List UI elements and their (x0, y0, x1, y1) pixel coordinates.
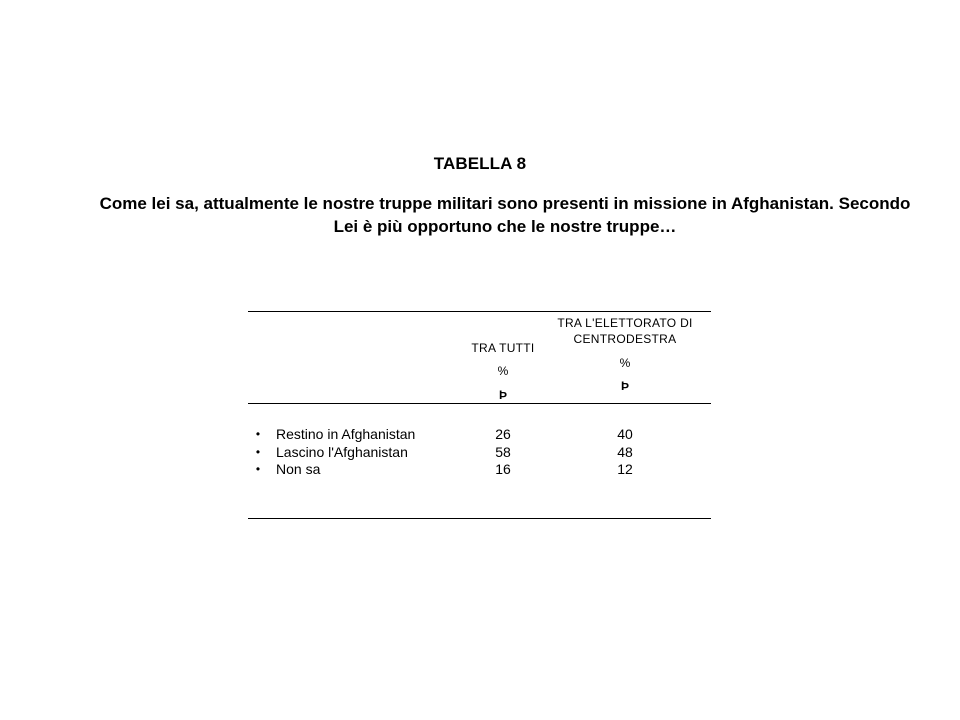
table-title: TABELLA 8 (433, 154, 527, 173)
table-header-rule (248, 403, 711, 404)
column-header-tra-tutti: TRA TUTTI (471, 341, 535, 355)
column-unit-centrodestra: % (619, 356, 631, 370)
row-value-tra-tutti: 16 (495, 461, 511, 477)
row-value-tra-tutti: 26 (495, 426, 511, 442)
column-header-centrodestra: TRA L'ELETTORATO DI CENTRODESTRA (557, 316, 693, 346)
down-arrow-icon: Þ (620, 379, 629, 393)
table-row (248, 460, 711, 478)
bullet-icon: • (255, 462, 261, 476)
row-value-centrodestra: 48 (617, 444, 633, 460)
row-value-tra-tutti: 58 (495, 444, 511, 460)
down-arrow-icon: Þ (498, 388, 507, 402)
row-label: Lascino l'Afghanistan (276, 444, 408, 460)
question-text (0, 192, 960, 238)
bullet-icon: • (255, 445, 261, 459)
row-label: Restino in Afghanistan (276, 426, 416, 442)
row-value-centrodestra: 40 (617, 426, 633, 442)
table-top-rule (248, 311, 711, 312)
question-line-1: Come lei sa, attualmente le nostre truppe militari sono presenti in missione in Afghanistan. Secondo (99, 194, 911, 213)
bullet-icon: • (255, 427, 261, 441)
question-line-2: Lei è più opportuno che le nostre truppe… (333, 217, 677, 236)
table-row (248, 425, 711, 443)
row-label: Non sa (276, 461, 321, 477)
column-unit-tra-tutti: % (497, 364, 509, 378)
table-row (248, 443, 711, 461)
table-bottom-rule (248, 518, 711, 519)
row-value-centrodestra: 12 (617, 461, 633, 477)
